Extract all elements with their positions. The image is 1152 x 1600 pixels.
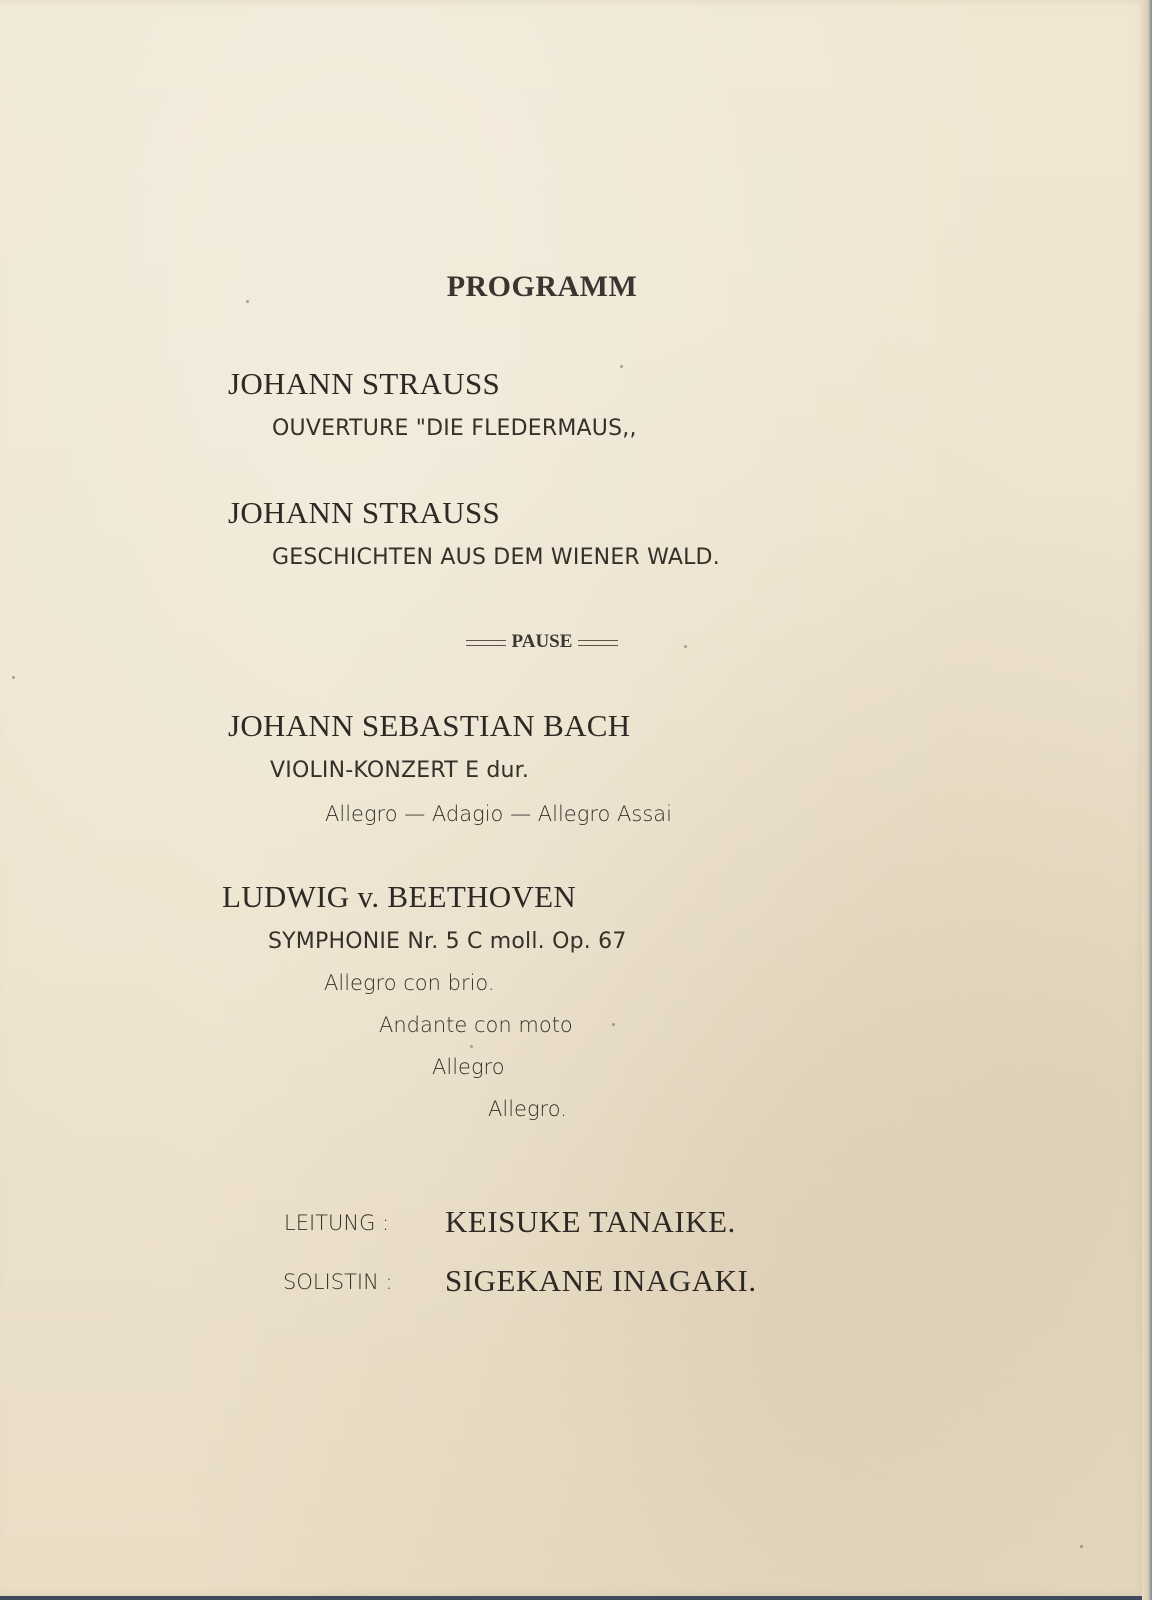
paper-speck <box>12 676 15 679</box>
soloist-label: SOLISTIN : <box>283 1270 393 1294</box>
movement-line: Allegro. <box>488 1097 567 1121</box>
double-rule-right <box>578 640 618 646</box>
work-title: SYMPHONIE Nr. 5 C moll. Op. 67 <box>268 929 627 954</box>
paper-speck <box>470 1045 473 1048</box>
composer-name: LUDWIG v. BEETHOVEN <box>222 879 577 914</box>
composer-name: JOHANN STRAUSS <box>228 495 501 530</box>
composer-name: JOHANN SEBASTIAN BACH <box>228 708 631 743</box>
composer-name: JOHANN STRAUSS <box>228 366 501 401</box>
paper-speck <box>620 365 623 368</box>
paper-speck <box>246 300 249 303</box>
page-edge <box>1142 0 1152 1600</box>
paper-speck <box>612 1023 615 1026</box>
work-title: OUVERTURE "DIE FLEDERMAUS,, <box>272 416 637 441</box>
movement-line: Allegro — Adagio — Allegro Assai <box>325 802 672 826</box>
conductor-name: KEISUKE TANAIKE. <box>445 1204 736 1239</box>
paper-speck <box>684 645 687 648</box>
movement-line: Allegro <box>432 1055 505 1079</box>
movement-line: Allegro con brio. <box>324 971 495 995</box>
soloist-name: SIGEKANE INAGAKI. <box>445 1263 757 1298</box>
work-title: GESCHICHTEN AUS DEM WIENER WALD. <box>272 545 720 570</box>
double-rule-left <box>466 640 506 646</box>
movement-line: Andante con moto <box>379 1013 573 1037</box>
pause-label: PAUSE <box>511 631 573 652</box>
paper-speck <box>1080 1545 1083 1548</box>
page-title: PROGRAMM <box>446 270 638 303</box>
work-title: VIOLIN-KONZERT E dur. <box>270 758 530 783</box>
pause-divider <box>0 631 1084 653</box>
conductor-label: LEITUNG : <box>284 1211 390 1235</box>
